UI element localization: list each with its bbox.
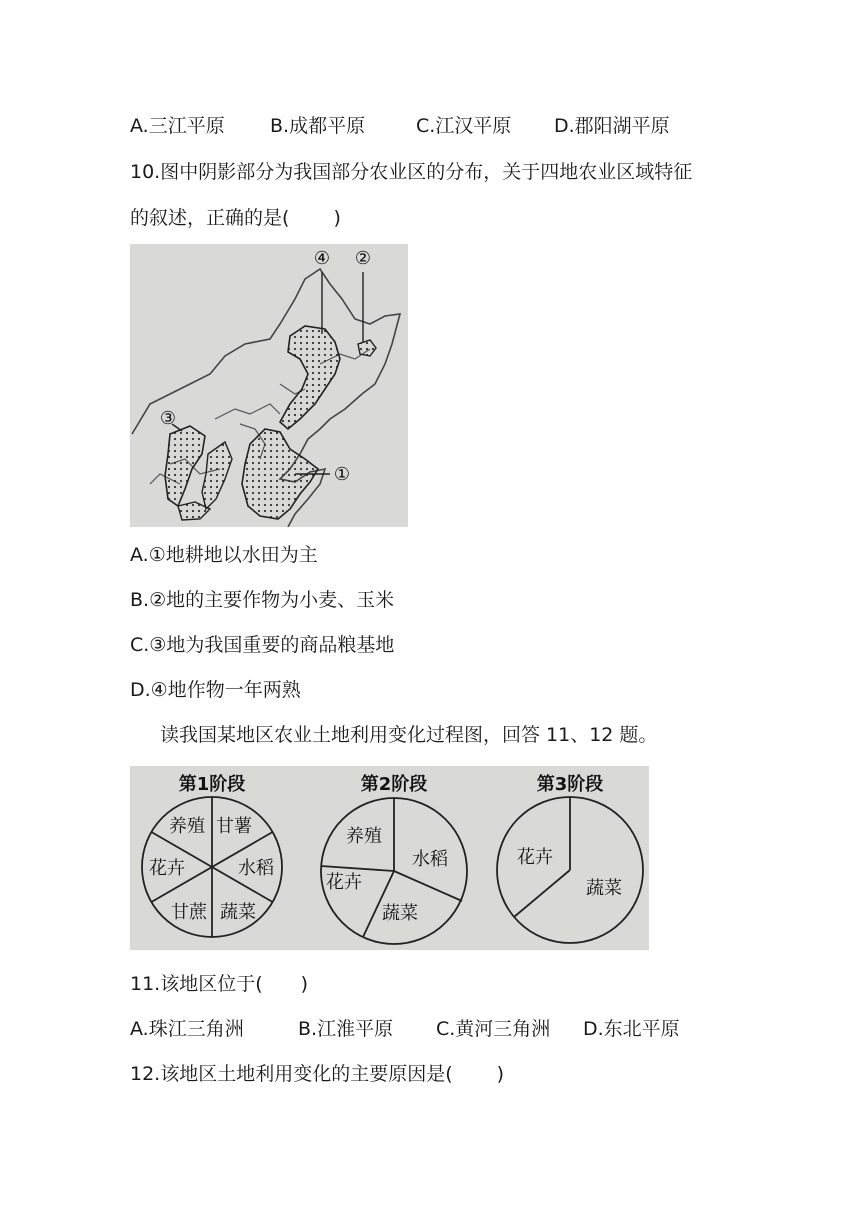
q10-stem-line2: 的叙述，正确的是( ): [130, 207, 341, 229]
q9-options: [130, 114, 670, 138]
map-label-4: ④: [313, 248, 331, 269]
q11-stem: 11.该地区位于( ): [130, 973, 309, 995]
stage2-label-breeding: 养殖: [346, 826, 382, 847]
q9-option-a: A.三江平原: [130, 115, 225, 137]
stage2-label-rice: 水稻: [412, 849, 448, 870]
stage2-title: 第2阶段: [360, 774, 428, 795]
map-label-3: ③: [159, 408, 177, 429]
stage1-label-flowers: 花卉: [149, 858, 185, 879]
q11-option-a: A.珠江三角洲: [130, 1018, 244, 1040]
q11-option-c: C.黄河三角洲: [436, 1018, 551, 1040]
stage3-title: 第3阶段: [536, 774, 604, 795]
q10-stem-line1: 10.图中阴影部分为我国部分农业区的分布，关于四地农业区域特征: [130, 161, 693, 183]
stage2-label-vegetables: 蔬菜: [382, 903, 418, 924]
stage3-label-flowers: 花卉: [517, 847, 553, 868]
q9-option-c: C.江汉平原: [416, 115, 512, 137]
q10-option-d: D.④地作物一年两熟: [130, 679, 301, 701]
stage1-label-sugarcane: 甘蔗: [171, 902, 207, 923]
q9-option-d: D.郡阳湖平原: [554, 115, 670, 137]
q9-option-b: B.成都平原: [270, 115, 366, 137]
q12-stem: 12.该地区土地利用变化的主要原因是( ): [130, 1063, 505, 1085]
stage1-label-sweet-potato: 甘薯: [216, 816, 252, 837]
agriculture-region-map: [130, 244, 408, 527]
stage2-label-flowers: 花卉: [326, 872, 362, 893]
q10-option-c: C.③地为我国重要的商品粮基地: [130, 634, 395, 656]
q11-options: [130, 1017, 680, 1041]
map-label-1: ①: [333, 464, 351, 485]
q11-option-b: B.江淮平原: [298, 1018, 394, 1040]
stage1-label-breeding: 养殖: [169, 816, 205, 837]
map-label-2: ②: [354, 248, 372, 269]
land-use-stage-pies: [130, 766, 649, 950]
stage1-label-rice: 水稻: [238, 858, 274, 879]
stage1-label-vegetables: 蔬菜: [220, 902, 256, 923]
stage1-title: 第1阶段: [178, 774, 246, 795]
stage3-label-vegetables: 蔬菜: [586, 878, 622, 899]
q11-12-intro: 读我国某地区农业土地利用变化过程图，回答 11、12 题。: [160, 724, 658, 746]
q10-option-b: B.②地的主要作物为小麦、玉米: [130, 589, 395, 611]
q10-option-a: A.①地耕地以水田为主: [130, 544, 318, 566]
q11-option-d: D.东北平原: [583, 1018, 680, 1040]
